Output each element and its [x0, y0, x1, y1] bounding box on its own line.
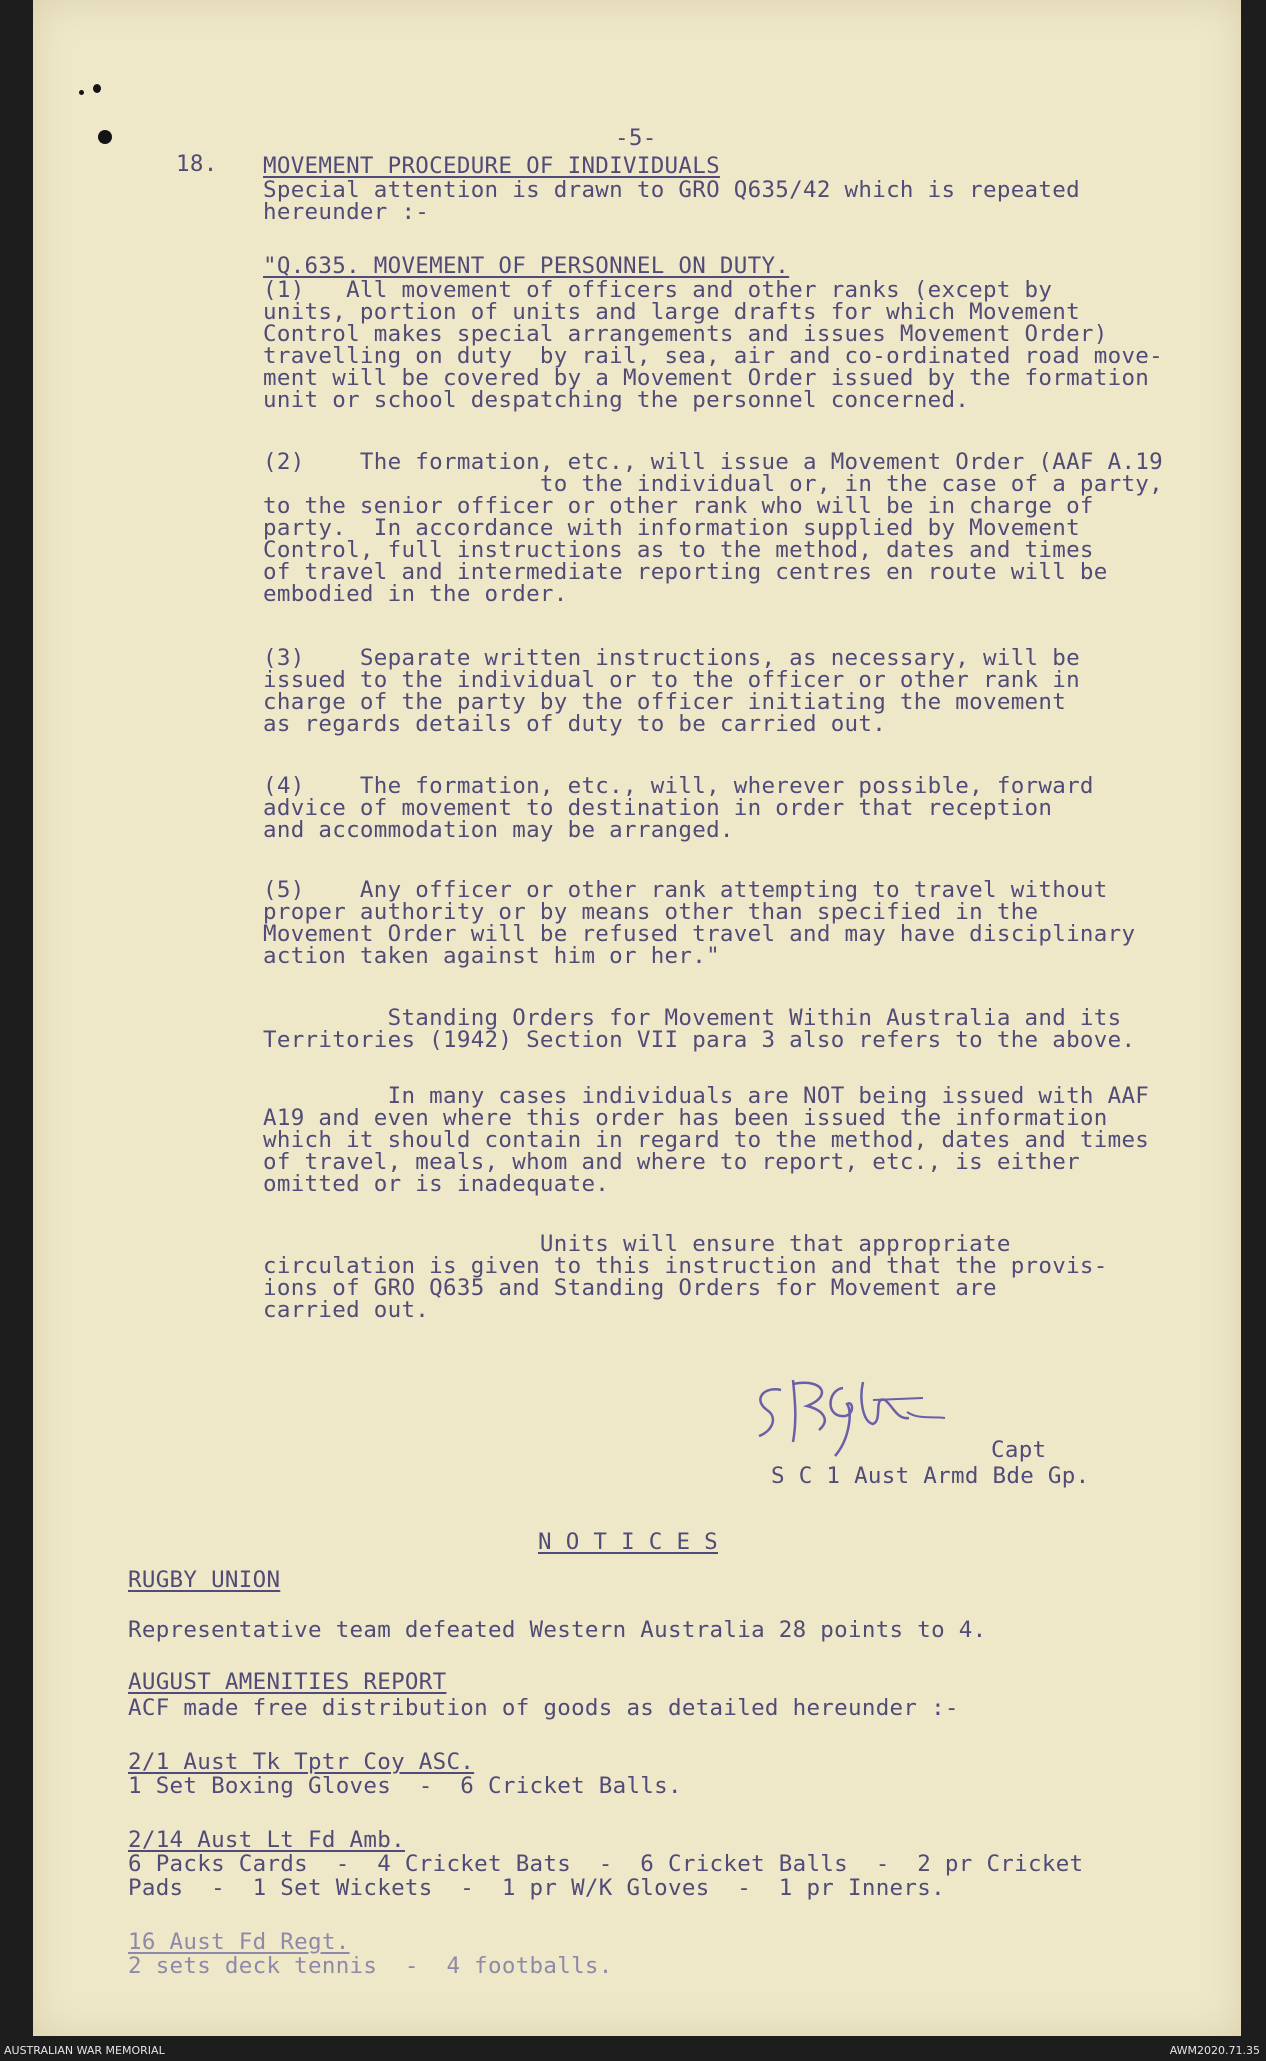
text-line: issued to the individual or to the officer or other rank in [263, 667, 1080, 693]
section-title: MOVEMENT PROCEDURE OF INDIVIDUALS [263, 153, 720, 179]
text-line: charge of the party by the officer initiating the movement [263, 689, 1067, 715]
unit3-heading: 16 Aust Fd Regt. [128, 1929, 350, 1955]
text-line: (3) Separate written instructions, as necessary, will be [263, 645, 1080, 671]
page-number: -5- [615, 125, 657, 151]
rugby-text: Representative team defeated Western Australia 28 points to 4. [128, 1617, 987, 1643]
text-line: of travel and intermediate reporting centres en route will be [263, 559, 1108, 585]
text-line: and accommodation may be arranged. [263, 817, 734, 843]
footer-right-id: AWM2020.71.35 [1169, 2044, 1260, 2057]
text-line: as regards details of duty to be carried out. [263, 711, 887, 737]
text-line: to the individual or, in the case of a party, [263, 471, 1163, 497]
text-line: A19 and even where this order has been issued the information [263, 1105, 1108, 1131]
signature-title: S C 1 Aust Armd Bde Gp. [771, 1463, 1090, 1489]
unit2-items-line: Pads - 1 Set Wickets - 1 pr W/K Gloves - 1 pr Inners. [128, 1875, 945, 1901]
text-line: carried out. [263, 1297, 430, 1323]
text-line: Units will ensure that appropriate [263, 1231, 1011, 1257]
footer-left-credit: AUSTRALIAN WAR MEMORIAL [4, 2044, 165, 2057]
text-line: proper authority or by means other than specified in the [263, 899, 1039, 925]
text-line: of travel, meals, whom and where to report, etc., is either [263, 1149, 1080, 1175]
text-line: ment will be covered by a Movement Order issued by the formation [263, 365, 1150, 391]
section-intro-line: hereunder :- [263, 199, 430, 225]
text-line: (4) The formation, etc., will, wherever possible, forward [263, 773, 1094, 799]
text-line: to the senior officer or other rank who will be in charge of [263, 493, 1094, 519]
text-line: which it should contain in regard to the method, dates and times [263, 1127, 1150, 1153]
text-line: (5) Any officer or other rank attempting to travel without [263, 877, 1108, 903]
text-line: (1) All movement of officers and other ranks (except by [263, 277, 1053, 303]
quote-heading: "Q.635. MOVEMENT OF PERSONNEL ON DUTY. [263, 253, 790, 279]
text-line: embodied in the order. [263, 581, 568, 607]
text-line: (2) The formation, etc., will issue a Movement Order (AAF A.19 [263, 449, 1163, 475]
rugby-heading: RUGBY UNION [128, 1567, 281, 1593]
section-number: 18. [176, 151, 218, 177]
text-line: Control makes special arrangements and issues Movement Order) [263, 321, 1108, 347]
section-intro-line: Special attention is drawn to GRO Q635/42 which is repeated [263, 177, 1080, 203]
text-line: Standing Orders for Movement Within Australia and its [263, 1005, 1122, 1031]
text-line: unit or school despatching the personnel concerned. [263, 387, 970, 413]
document-page [33, 0, 1241, 2036]
notices-heading: N O T I C E S [538, 1529, 718, 1555]
unit1-items: 1 Set Boxing Gloves - 6 Cricket Balls. [128, 1773, 682, 1799]
text-line: Territories (1942) Section VII para 3 also refers to the above. [263, 1027, 1136, 1053]
text-line: advice of movement to destination in order that reception [263, 795, 1053, 821]
unit2-items-line: 6 Packs Cards - 4 Cricket Bats - 6 Cricket Balls - 2 pr Cricket [128, 1851, 1084, 1877]
ink-blot [93, 84, 101, 93]
ink-blot [79, 90, 84, 95]
text-line: ions of GRO Q635 and Standing Orders for Movement are [263, 1275, 997, 1301]
text-line: party. In accordance with information supplied by Movement [263, 515, 1080, 541]
unit3-items: 2 sets deck tennis - 4 footballs. [128, 1953, 613, 1979]
amenities-text: ACF made free distribution of goods as detailed hereunder :- [128, 1695, 959, 1721]
text-line: omitted or is inadequate. [263, 1171, 610, 1197]
text-line: In many cases individuals are NOT being issued with AAF [263, 1083, 1150, 1109]
text-line: units, portion of units and large drafts for which Movement [263, 299, 1080, 325]
unit2-heading: 2/14 Aust Lt Fd Amb. [128, 1827, 405, 1853]
text-line: circulation is given to this instruction and that the provis- [263, 1253, 1108, 1279]
text-line: travelling on duty by rail, sea, air and co-ordinated road move- [263, 343, 1163, 369]
text-line: Control, full instructions as to the method, dates and times [263, 537, 1094, 563]
handwritten-signature [723, 1360, 963, 1460]
unit1-heading: 2/1 Aust Tk Tptr Coy ASC. [128, 1749, 475, 1775]
text-line: Movement Order will be refused travel and may have disciplinary [263, 921, 1136, 947]
ink-blot [98, 130, 112, 144]
signature-rank: Capt [991, 1437, 1047, 1463]
text-line: action taken against him or her." [263, 943, 720, 969]
amenities-heading: AUGUST AMENITIES REPORT [128, 1669, 447, 1695]
